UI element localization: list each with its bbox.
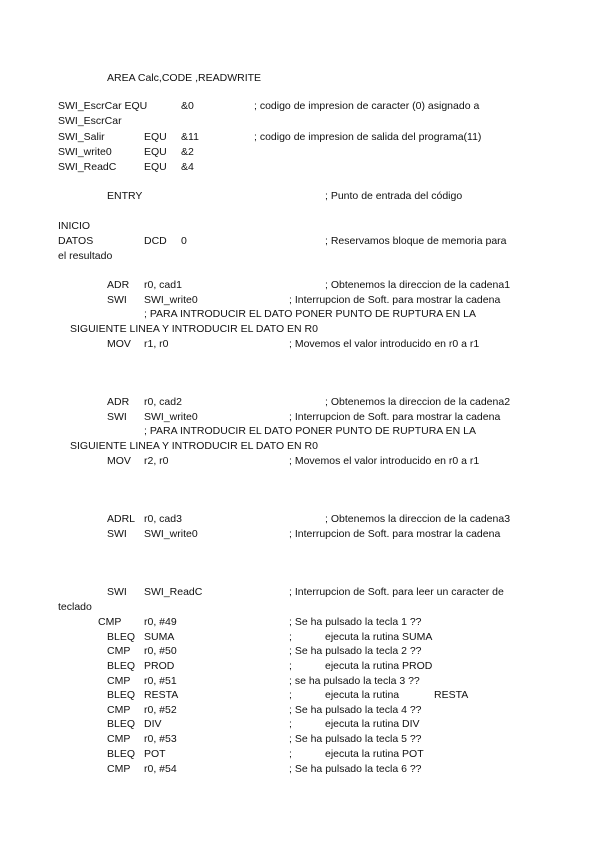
equ-write0-label: SWI_write0	[58, 146, 112, 158]
b1-adr-arg: r0, cad1	[144, 279, 182, 291]
b1-adr-op: ADR	[107, 279, 130, 291]
b1-adr-comment: ; Obtenemos la direccion de la cadena1	[325, 279, 511, 291]
equ-readc-equ: EQU	[144, 161, 167, 173]
equ-salir-label: SWI_Salir	[58, 131, 105, 143]
datos-comment: ; Reservamos bloque de memoria para	[325, 235, 507, 247]
b1-note-line2: SIGUIENTE LINEA Y INTRODUCIR EL DATO EN R0	[70, 323, 318, 335]
equ-salir-equ: EQU	[144, 131, 167, 143]
menu-arg: DIV	[144, 718, 162, 730]
menu-comment: ; Se ha pulsado la tecla 5 ??	[289, 733, 422, 745]
equ-escrcar-wrap: SWI_EscrCar	[58, 115, 122, 127]
menu-op: CMP	[98, 616, 122, 628]
b1-swi-op: SWI	[107, 294, 127, 306]
menu-comment-action: ejecuta la rutina SUMA	[325, 631, 433, 643]
menu-op: CMP	[107, 733, 131, 745]
area-directive: AREA Calc,CODE ,READWRITE	[107, 72, 262, 84]
readc-op: SWI	[107, 586, 127, 598]
menu-arg: r0, #54	[144, 763, 177, 775]
readc-arg: SWI_ReadC	[144, 586, 203, 598]
menu-op: BLEQ	[107, 660, 136, 672]
b2-adr-op: ADR	[107, 396, 130, 408]
equ-write0-equ: EQU	[144, 146, 167, 158]
equ-escrcar-comment: ; codigo de impresion de caracter (0) asignado a	[254, 100, 480, 112]
equ-readc-label: SWI_ReadC	[58, 161, 117, 173]
label-datos: DATOS	[58, 235, 94, 247]
b2-mov-op: MOV	[107, 455, 131, 467]
equ-salir-value: &11	[181, 131, 199, 143]
menu-op: CMP	[107, 645, 131, 657]
b2-swi-comment: ; Interrupcion de Soft. para mostrar la cadena	[289, 411, 501, 423]
entry-directive: ENTRY	[107, 190, 143, 202]
b2-mov-arg: r2, r0	[144, 455, 169, 467]
menu-op: CMP	[107, 704, 131, 716]
menu-arg: POT	[144, 748, 166, 760]
menu-comment-target: RESTA	[434, 689, 469, 701]
datos-comment-wrap: el resultado	[58, 250, 113, 262]
b1-note-line1: ; PARA INTRODUCIR EL DATO PONER PUNTO DE RUPTURA EN LA	[144, 308, 476, 320]
menu-op: BLEQ	[107, 748, 136, 760]
datos-value: 0	[181, 235, 187, 247]
menu-comment: ; Se ha pulsado la tecla 2 ??	[289, 645, 422, 657]
menu-arg: r0, #50	[144, 645, 177, 657]
equ-write0-value: &2	[181, 146, 194, 158]
b1-swi-arg: SWI_write0	[144, 294, 198, 306]
menu-op: CMP	[107, 675, 131, 687]
menu-arg: RESTA	[144, 689, 179, 701]
menu-arg: r0, #51	[144, 675, 177, 687]
readc-comment-wrap: teclado	[58, 601, 92, 613]
b2-adr-arg: r0, cad2	[144, 396, 182, 408]
menu-comment-action: ejecuta la rutina DIV	[325, 718, 420, 730]
menu-arg: r0, #49	[144, 616, 177, 628]
equ-readc-value: &4	[181, 161, 194, 173]
b2-note-line1: ; PARA INTRODUCIR EL DATO PONER PUNTO DE RUPTURA EN LA	[144, 425, 476, 437]
readc-comment: ; Interrupcion de Soft. para leer un caracter de	[289, 586, 504, 598]
menu-comment-action: ejecuta la rutina POT	[325, 748, 424, 760]
b2-adr-comment: ; Obtenemos la direccion de la cadena2	[325, 396, 511, 408]
menu-op: BLEQ	[107, 689, 136, 701]
b3-adrl-comment: ; Obtenemos la direccion de la cadena3	[325, 513, 511, 525]
b3-swi-comment: ; Interrupcion de Soft. para mostrar la cadena	[289, 528, 501, 540]
equ-salir-comment: ; codigo de impresion de salida del programa(11)	[254, 131, 482, 143]
entry-comment: ; Punto de entrada del código	[325, 190, 463, 202]
menu-comment: ;	[289, 660, 292, 672]
b1-mov-arg: r1, r0	[144, 338, 169, 350]
b2-mov-comment: ; Movemos el valor introducido en r0 a r1	[289, 455, 480, 467]
b2-swi-arg: SWI_write0	[144, 411, 198, 423]
menu-comment: ;	[289, 748, 292, 760]
menu-comment: ; Se ha pulsado la tecla 6 ??	[289, 763, 422, 775]
b3-swi-op: SWI	[107, 528, 127, 540]
equ-escrcar-value: &0	[181, 100, 194, 112]
b1-mov-comment: ; Movemos el valor introducido en r0 a r1	[289, 338, 480, 350]
menu-op: BLEQ	[107, 718, 136, 730]
b1-mov-op: MOV	[107, 338, 131, 350]
menu-op: BLEQ	[107, 631, 136, 643]
menu-comment: ; se ha pulsado la tecla 3 ??	[289, 675, 420, 687]
b2-note-line2: SIGUIENTE LINEA Y INTRODUCIR EL DATO EN R0	[70, 440, 318, 452]
menu-comment: ; Se ha pulsado la tecla 4 ??	[289, 704, 422, 716]
menu-arg: r0, #53	[144, 733, 177, 745]
equ-escrcar-label: SWI_EscrCar EQU	[58, 100, 148, 112]
menu-comment: ;	[289, 689, 292, 701]
menu-arg: SUMA	[144, 631, 175, 643]
menu-arg: PROD	[144, 660, 175, 672]
b1-swi-comment: ; Interrupcion de Soft. para mostrar la cadena	[289, 294, 501, 306]
menu-op: CMP	[107, 763, 131, 775]
menu-comment: ;	[289, 718, 292, 730]
menu-arg: r0, #52	[144, 704, 177, 716]
menu-comment: ; Se ha pulsado la tecla 1 ??	[289, 616, 422, 628]
menu-comment-action: ejecuta la rutina PROD	[325, 660, 433, 672]
label-inicio: INICIO	[58, 220, 91, 232]
menu-comment: ;	[289, 631, 292, 643]
b3-adrl-arg: r0, cad3	[144, 513, 182, 525]
b3-swi-arg: SWI_write0	[144, 528, 198, 540]
datos-op: DCD	[144, 235, 167, 247]
menu-comment-action: ejecuta la rutina	[325, 689, 400, 701]
b2-swi-op: SWI	[107, 411, 127, 423]
b3-adrl-op: ADRL	[107, 513, 136, 525]
